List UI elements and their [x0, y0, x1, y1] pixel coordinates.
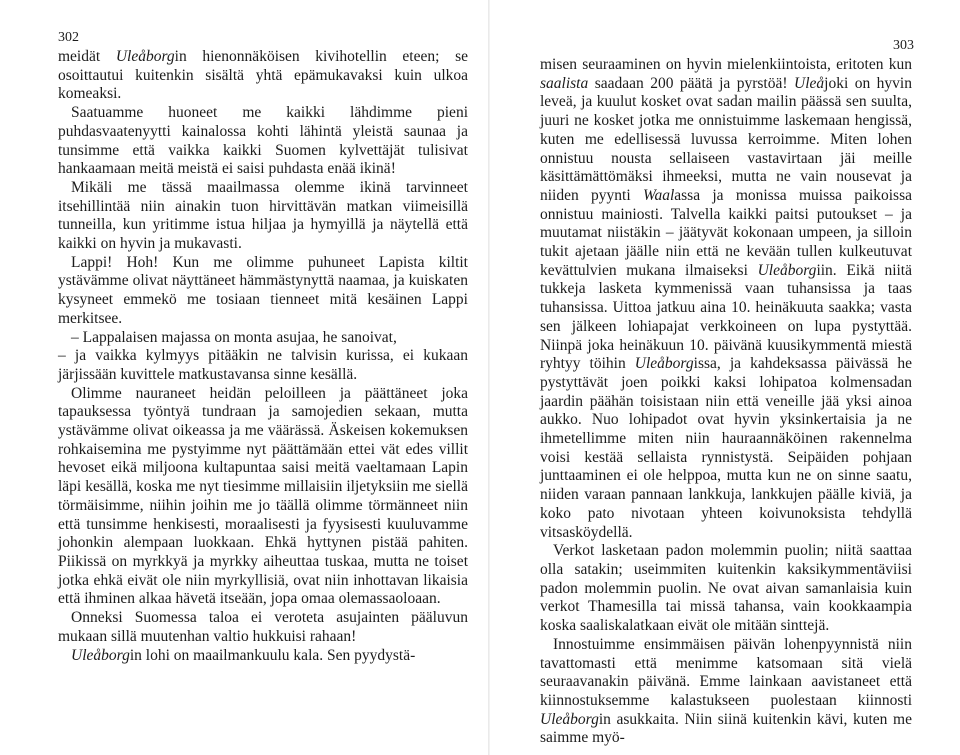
paragraph: [58, 254, 468, 329]
italic-text: Uleåborg: [71, 646, 130, 664]
text-run: misen seuraaminen on hyvin mielenkiintoista, eritoten kun: [540, 56, 912, 73]
italic-text: Uleåborg: [757, 261, 817, 279]
paragraph: [58, 48, 468, 104]
paragraph: [58, 385, 468, 609]
paragraph: [58, 347, 468, 384]
text-run: in lohi on maailmankuulu kala. Sen pyydystä-: [129, 646, 416, 664]
italic-text: Waal: [642, 186, 675, 204]
text-run: in hienonnäköisen kivihotellin eteen; se osoittautui kuitenkin sisältä yhtä epämukavaksi kuin ulkoa komeaksi.: [58, 48, 468, 103]
page-number-right: 303: [893, 38, 914, 53]
text-run: Saatuamme huoneet me kaikki lähdimme pieni puhdasvaatenyytti kainalossa kohti lähintä yleistä saunaa ja tunsimme että vaikka kaikki Suomen kylvettäjät tulisivat hankaamaan meitä meistä ei saisi puhdasta enää ikinä!: [58, 104, 468, 178]
italic-text: Uleåborg: [115, 48, 175, 65]
text-run: issa, ja kahdeksassa päivässä he pystyttävät joen poikki kaksi lohipatoa kolmensadan jaardin päähän toisistaan niin että veneille jää yksi ainoa aukko. Nuo lohipadot ovat hyvin yksinkertaisia ja ne ihmetellimme miten niin hauraannäköinen rakennelma voisi kestää sellaista rynnistystä. Seipäiden pohjaan junttaaminen ei ole helppoa, mutta kun ne on sinne saatu, niiden varaan pannaan lankkuja, lankkujen päälle kiviä, ja koko pato nivotaan yhteen koivunoksista tehdyllä vitsasköydellä.: [540, 355, 912, 541]
text-run: iin. Eikä niitä tukkeja lasketa kymmenissä vaan tuhansissa ja taas tuhansissa. Uittoa jatkuu aina 10. heinäkuuta saakka; vasta sen jälkeen lohiapajat verkkoineen on lupa pystyttää. Niinpä joka heinäkuun 10. päivänä kuusikymmentä miestä ryhtyy töihin: [540, 261, 912, 373]
text-run: Verkot lasketaan padon molemmin puolin; niitä saattaa olla satakin; useimmiten kuitenkin kaksikymmentäviisi padon molemmin puolin. Ne ovat aivan samanlaisia kuin verkot Thamesilla tai missä tahansa, vain kookkaampia koska saaliskalatkaan eivät ole mitään sinttejä.: [540, 542, 912, 635]
text-run: – Lappalaisen majassa on monta asujaa, he sanoivat,: [71, 328, 397, 346]
paragraph: [58, 647, 468, 666]
text-run: Innostuimme ensimmäisen päivän lohenpyynnistä niin tavattomasti että menimme katsomaan sitä vielä seuraavanakin päivänä. Emme lainkaan aavistaneet että kiinnostuksemme kalastukseen puolestaan kiinnosti: [540, 635, 912, 709]
italic-text: Uleåborg: [540, 710, 599, 728]
paragraph: [58, 329, 468, 348]
left-page-text: [58, 48, 468, 665]
text-run: meidät: [58, 48, 116, 65]
paragraph: [540, 542, 912, 636]
italic-text: Uleåborg: [634, 355, 694, 373]
paragraph: [58, 104, 468, 179]
text-run: assa ja monissa muissa paikoissa onnistuu mainiosti. Talvella kaikki paitsi putoukset – ja muutamat niistäkin – jäätyvät kokonaan umpeen, ja silloin tukit ajetaan jäälle niin että ne kevään tullen kulkeutuvat kevättulvien mukana ilmaiseksi: [540, 186, 912, 279]
text-run: Lappi! Hoh! Kun me olimme puhuneet Lapista kiltit ystävämme olivat näyttäneet hämmästynyttä naamaa, ja kuiskaten kysyneet emmekö me tosiaan tienneet mitä kesäinen Lappi merkitsee.: [58, 253, 468, 327]
text-run: Mikäli me tässä maailmassa olemme ikinä tarvinneet itsehillintää niin ainakin tuon hirvittävän matkan viimeisillä tunneilla, kun yritimme istua hiljaa ja hymyillä ja näytellä että kaikki on hyvin ja mukavasti.: [58, 178, 468, 253]
text-run: Onneksi Suomessa taloa ei veroteta asujainten pääluvun mukaan sillä muutenhan valtio hukkuisi rahaan!: [58, 609, 468, 645]
text-run: saadaan 200 päätä ja pyrstöä!: [588, 74, 794, 92]
paragraph: [58, 609, 468, 646]
paragraph: [540, 56, 912, 542]
right-page-text: [540, 56, 912, 748]
text-run: – ja vaikka kylmyys pitääkin ne talvisin kurissa, ei kukaan järjissään kuvittele matkustavansa sinne kesällä.: [58, 347, 468, 383]
text-run: Olimme nauraneet heidän peloilleen ja päättäneet joka tapauksessa työntyä tundraan ja samojedien sekaan, mutta ystävämme olivat oikeassa ja me väärässä. Äskeisen kokemuksen rohkaisemina me pystyimme nyt päättämään ettei vät edes villit hevoset eikä miljoona kultapuntaa saisi meitä vaeltamaan Lapin läpi kesällä, koska me nyt tiesimme millaisiin iljetyksiin me siellä törmäisimme, niihin joihin me jo täällä olimme törmänneet niin että tunsimme henkisesti, moraalisesti ja fyysisesti kuuluvamme johonkin alempaan luokkaan. Ehkä hyttynen pistää pahiten. Piikissä on myrkkyä ja myrkky aiheuttaa tuskaa, mutta ne toiset jotka ehkä eivät ole niin myrkyllisiä, ovat niin inhottavan likaisia että ihminen alkaa hävetä itseään, jopa omaa olemassaoloaan.: [58, 384, 468, 608]
page-number-left: 302: [58, 30, 79, 45]
text-run: in asukkaita. Niin siinä kuitenkin kävi, kuten me saimme myö-: [540, 710, 912, 747]
italic-text: Uleå: [794, 74, 825, 92]
text-run: joki on hyvin leveä, ja kuulut kosket ovat sadan mailin päässä sen suulta, juuri ne kosket jotka me onnistuimme laskemaan hengissä, kuten me edellisessä luvussa kerroimme. Miten lohen onnistuu nousta sellaiseen vastavirtaan jäi meille käsittämättömäksi ihmeeksi, mutta ne vain nousevat ja niiden pyynti: [540, 74, 912, 204]
page-gutter: [488, 0, 490, 755]
paragraph: [58, 179, 468, 254]
italic-text: saalista: [540, 74, 589, 92]
paragraph: [540, 636, 912, 748]
